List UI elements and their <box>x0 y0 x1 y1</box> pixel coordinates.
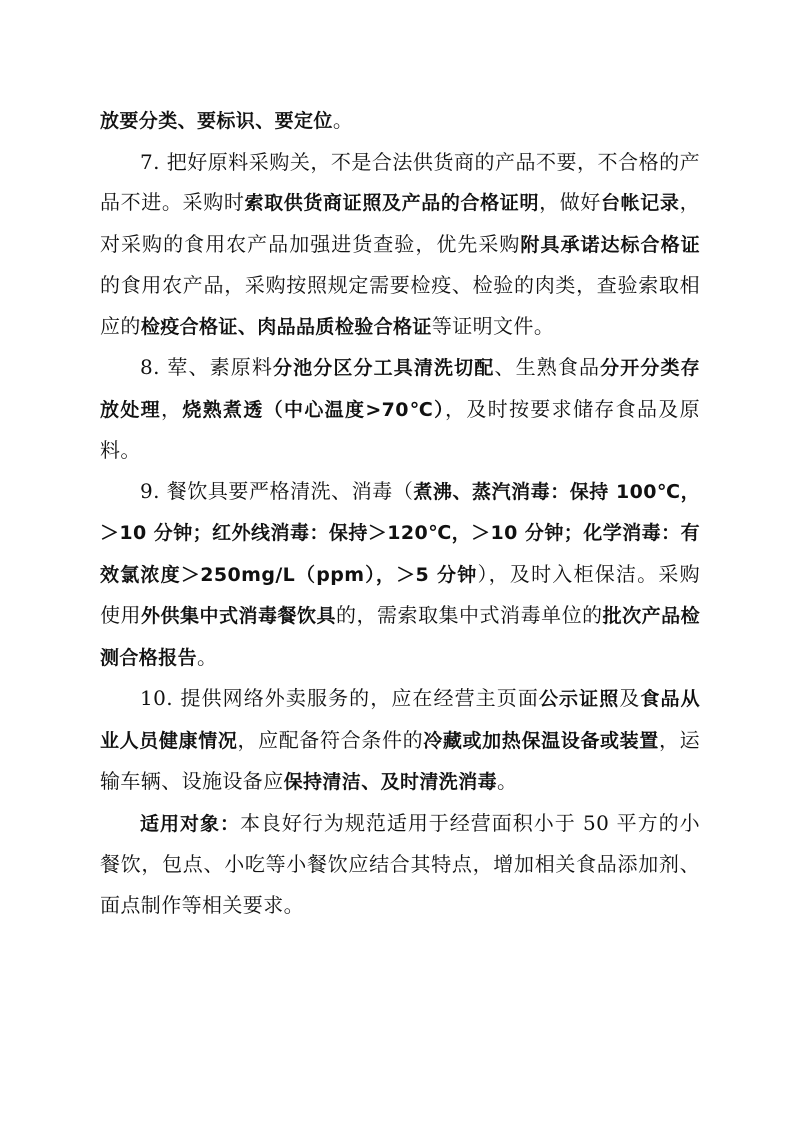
bold-text: 台帐记录 <box>601 192 680 214</box>
bold-text: 检疫合格证、肉品品质检验合格证 <box>140 315 432 338</box>
body-text: 的，需索取集中式消毒单位的 <box>336 603 603 627</box>
body-text: 的食用农产品，采购按照规定需要检疫、检验的肉类，查验索取相应的 <box>100 273 700 338</box>
bold-text: 煮沸、蒸汽消毒：保持 100℃，＞10 分钟；红外线消毒：保持＞120℃，＞10 分钟；化学消毒：有效氯浓度＞250mg/L（ppm），＞5 分钟 <box>100 480 700 586</box>
paragraph-item-8 <box>100 347 700 471</box>
bold-text: 烧熟煮透（中心温度>70℃） <box>182 398 445 421</box>
bold-text: 附具承诺达标合格证 <box>520 233 700 256</box>
body-text: ，及时按要求储存食品及原料。 <box>100 396 701 462</box>
bold-text: 适用对象： <box>140 812 240 835</box>
paragraph-item-7 <box>100 142 700 348</box>
body-text: ），及时入柜保洁。采购使用 <box>100 561 700 627</box>
body-text: 等证明文件。 <box>431 313 555 338</box>
bold-text: 索取供货商证照及产品的合格证明 <box>244 192 540 214</box>
body-text: ，对采购的食用农产品加强进货查验，优先采购 <box>100 190 700 256</box>
paragraph-item-10 <box>100 678 700 803</box>
paragraph-item-9 <box>100 471 700 679</box>
body-text: ， <box>161 396 183 421</box>
bold-text: 冷藏或加热保温设备或装置 <box>423 729 659 752</box>
body-text: 。 <box>197 644 218 669</box>
bold-text: 放要分类、要标识、要定位 <box>100 110 333 132</box>
bold-text: 外供集中式消毒餐饮具 <box>141 605 337 627</box>
body-text: 。 <box>332 108 354 132</box>
paragraph-continuation <box>100 100 700 142</box>
body-text: 10. 提供网络外卖服务的，应在经营主页面 <box>140 686 539 710</box>
body-text: 、生熟食品 <box>494 355 601 379</box>
body-text: 8. 荤、素原料 <box>140 355 274 379</box>
bold-text: 保持清洁、及时清洗消毒 <box>283 771 498 793</box>
body-text: ，应配备符合条件的 <box>237 727 424 752</box>
body-text: ，运输车辆、设施设备应 <box>100 727 700 793</box>
body-text: ，做好 <box>539 190 602 214</box>
body-text: 及 <box>619 686 641 710</box>
paragraph-scope <box>100 803 700 926</box>
document-page <box>100 100 700 925</box>
bold-text: 分池分区分工具清洗切配 <box>273 357 495 379</box>
bold-text: 食品从业人员健康情况 <box>100 688 700 752</box>
body-text: 。 <box>497 769 518 793</box>
bold-text: 批次产品检测合格报告 <box>100 605 700 669</box>
body-text: 本良好行为规范适用于经营面积小于 50 平方的小餐饮，包点、小吃等小餐饮应结合其特点，增加相关食品添加剂、面点制作等相关要求。 <box>100 810 700 917</box>
bold-text: 公示证照 <box>538 688 620 710</box>
bold-text: 分开分类存放处理 <box>100 357 701 421</box>
body-text: 7. 把好原料采购关，不是合法供货商的产品不要，不合格的产品不进。采购时 <box>100 149 700 214</box>
body-text: 9. 餐饮具要严格清洗、消毒（ <box>140 478 414 503</box>
